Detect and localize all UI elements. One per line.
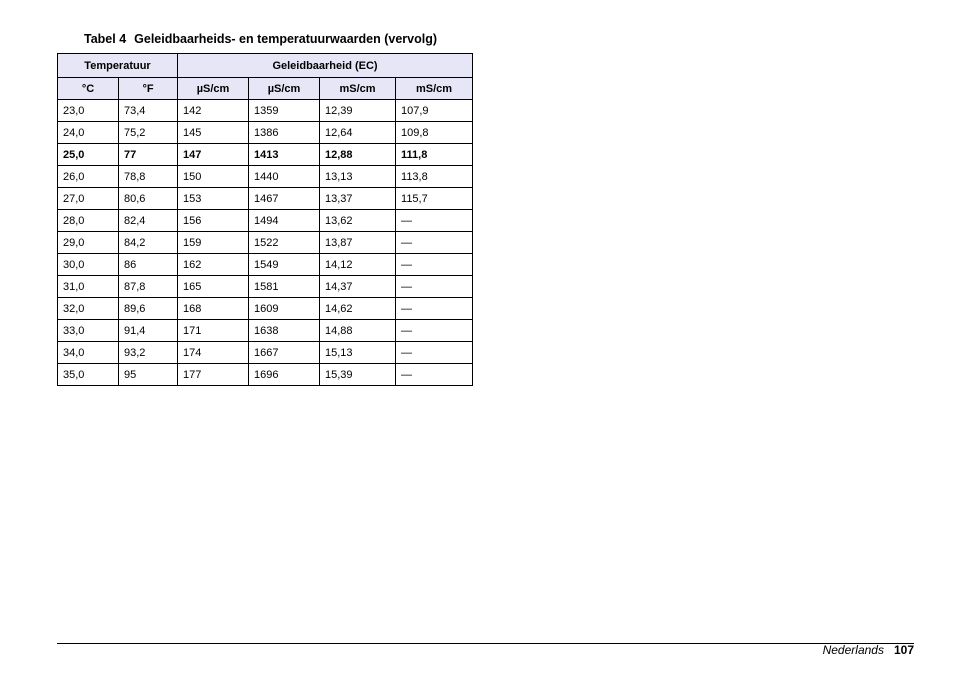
table-cell: 171 <box>178 320 249 342</box>
table-cell: 28,0 <box>58 210 119 232</box>
table-cell: — <box>396 298 473 320</box>
table-cell: 95 <box>119 364 178 386</box>
table-cell: 113,8 <box>396 166 473 188</box>
table-cell: 1581 <box>249 276 320 298</box>
table-cell: 31,0 <box>58 276 119 298</box>
table-cell: 12,88 <box>320 144 396 166</box>
table-row <box>58 320 473 342</box>
table-cell: 78,8 <box>119 166 178 188</box>
table-cell: 15,13 <box>320 342 396 364</box>
table-cell: 156 <box>178 210 249 232</box>
table-cell: 23,0 <box>58 100 119 122</box>
table-cell: 107,9 <box>396 100 473 122</box>
table-cell: — <box>396 232 473 254</box>
table-cell: 77 <box>119 144 178 166</box>
table-row <box>58 122 473 144</box>
table-cell: 12,64 <box>320 122 396 144</box>
table-cell: 15,39 <box>320 364 396 386</box>
table-cell: 1494 <box>249 210 320 232</box>
table-cell: 150 <box>178 166 249 188</box>
table-cell: — <box>396 364 473 386</box>
table-cell: — <box>396 342 473 364</box>
table-cell: 75,2 <box>119 122 178 144</box>
table-row <box>58 276 473 298</box>
table-cell: 30,0 <box>58 254 119 276</box>
table-cell: 13,37 <box>320 188 396 210</box>
table-header <box>58 54 473 100</box>
table-cell: 35,0 <box>58 364 119 386</box>
conductivity-temperature-table <box>57 53 473 386</box>
table-row <box>58 364 473 386</box>
table-cell: 32,0 <box>58 298 119 320</box>
table-cell: 1386 <box>249 122 320 144</box>
table-cell: 165 <box>178 276 249 298</box>
table-cell: 162 <box>178 254 249 276</box>
table-cell: — <box>396 210 473 232</box>
table-cell: 147 <box>178 144 249 166</box>
table-cell: 109,8 <box>396 122 473 144</box>
table-cell: 174 <box>178 342 249 364</box>
table-row <box>58 166 473 188</box>
table-cell: 1696 <box>249 364 320 386</box>
table-row <box>58 210 473 232</box>
table-cell: 1522 <box>249 232 320 254</box>
table-cell: 87,8 <box>119 276 178 298</box>
unit-millisiemens-1: mS/cm <box>320 78 396 100</box>
page-number: 107 <box>893 643 914 657</box>
table-cell: 1413 <box>249 144 320 166</box>
table-cell: 1359 <box>249 100 320 122</box>
table-cell: 1440 <box>249 166 320 188</box>
table-cell: 13,87 <box>320 232 396 254</box>
page-footer <box>823 643 914 657</box>
table-cell: 80,6 <box>119 188 178 210</box>
table-cell: 14,37 <box>320 276 396 298</box>
table-cell: 24,0 <box>58 122 119 144</box>
table-cell: 25,0 <box>58 144 119 166</box>
table-cell: 26,0 <box>58 166 119 188</box>
table-cell: 34,0 <box>58 342 119 364</box>
table-row <box>58 144 473 166</box>
table-cell: 91,4 <box>119 320 178 342</box>
table-cell: 153 <box>178 188 249 210</box>
header-units-row <box>58 78 473 100</box>
table-row <box>58 254 473 276</box>
table-cell: 14,88 <box>320 320 396 342</box>
table-cell: 111,8 <box>396 144 473 166</box>
unit-millisiemens-2: mS/cm <box>396 78 473 100</box>
header-temperature: Temperatuur <box>58 54 178 78</box>
table-cell: 168 <box>178 298 249 320</box>
table-cell: 29,0 <box>58 232 119 254</box>
table-cell: 159 <box>178 232 249 254</box>
table-cell: 14,12 <box>320 254 396 276</box>
table-cell: 177 <box>178 364 249 386</box>
unit-microsiemens-1: µS/cm <box>178 78 249 100</box>
table-cell: — <box>396 320 473 342</box>
table-cell: 89,6 <box>119 298 178 320</box>
table-cell: 1467 <box>249 188 320 210</box>
table-row <box>58 100 473 122</box>
table-cell: 1609 <box>249 298 320 320</box>
table-cell: 13,13 <box>320 166 396 188</box>
table-row <box>58 342 473 364</box>
table-cell: 14,62 <box>320 298 396 320</box>
table-cell: 73,4 <box>119 100 178 122</box>
table-cell: 142 <box>178 100 249 122</box>
footer-language: Nederlands <box>822 643 884 657</box>
table-row <box>58 232 473 254</box>
unit-microsiemens-2: µS/cm <box>249 78 320 100</box>
table-cell: — <box>396 254 473 276</box>
unit-celsius: °C <box>58 78 119 100</box>
table-cell: 1638 <box>249 320 320 342</box>
header-group-row <box>58 54 473 78</box>
table-cell: 93,2 <box>119 342 178 364</box>
table-cell: 86 <box>119 254 178 276</box>
table-cell: 1549 <box>249 254 320 276</box>
footer-divider <box>57 643 914 644</box>
table-cell: 27,0 <box>58 188 119 210</box>
table-cell: 84,2 <box>119 232 178 254</box>
table-cell: 12,39 <box>320 100 396 122</box>
table-cell: 33,0 <box>58 320 119 342</box>
table-cell: 13,62 <box>320 210 396 232</box>
table-cell: 1667 <box>249 342 320 364</box>
caption-title: Geleidbaarheids- en temperatuurwaarden (vervolg) <box>134 32 438 46</box>
table-row <box>58 298 473 320</box>
table-cell: 145 <box>178 122 249 144</box>
unit-fahrenheit: °F <box>119 78 178 100</box>
table-cell: — <box>396 276 473 298</box>
table-cell: 82,4 <box>119 210 178 232</box>
table-cell: 115,7 <box>396 188 473 210</box>
table-caption <box>84 32 437 46</box>
caption-label: Tabel 4 <box>84 32 127 46</box>
table-row <box>58 188 473 210</box>
header-conductivity: Geleidbaarheid (EC) <box>178 54 473 78</box>
table-body <box>58 100 473 386</box>
